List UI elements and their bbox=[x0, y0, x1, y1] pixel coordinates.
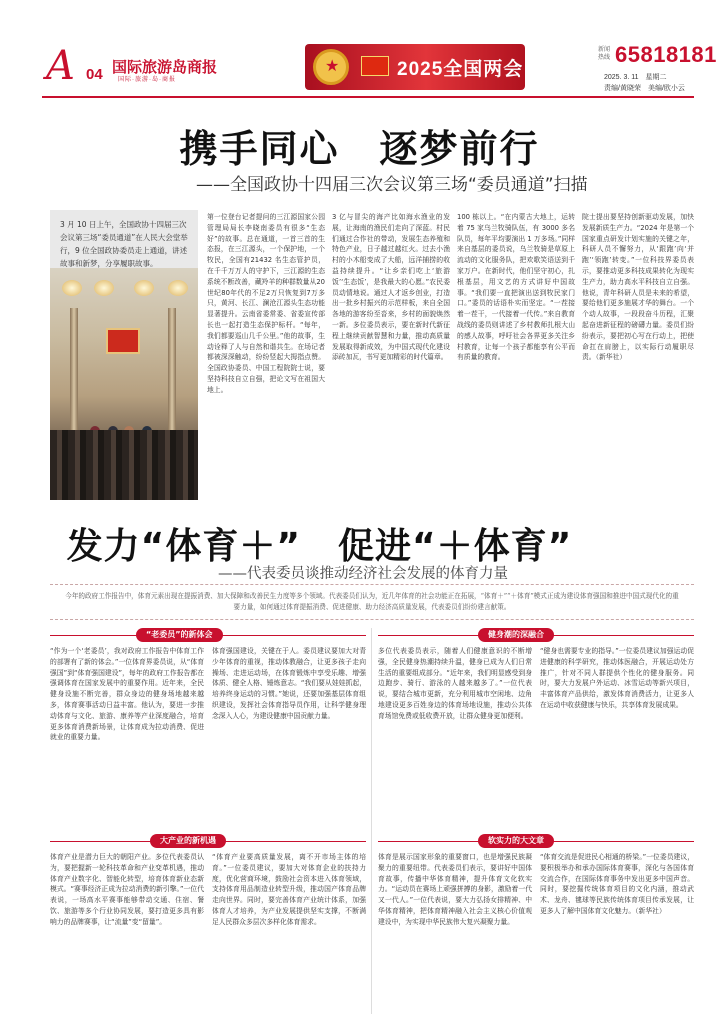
banner-title: 2025全国两会 bbox=[397, 59, 524, 80]
article1-column-4: 院士提出要坚持创新驱动发展，加快发展新质生产力。“2024 年是第一个国家重点研发计划实施的关键之年，科研人员不懈努力，从‘跟跑’向‘并跑’‘领跑’转变。”一位科技界委员表示，要推动更多科技成果转化为现实生产力，助力高水平科技自立自强。他说，青年科研人员是未来的希望，要给他们更多施展才华的舞台。一个个动人故事，一段段奋斗历程，汇聚起奋进新征程的磅礴力量。委员们纷纷表示，要把初心写在行动上，把使命扛在肩膀上，以实际行动履职尽责。（新华社） bbox=[582, 213, 694, 362]
section1-column-1: “作为一个‘老委员’，我对政府工作报告中体育工作的部署有了新的体会。”一位体育界委员说，从“体育强国”到“体育强国建设”，每年的政府工作报告都在强调体育在国家发展中的重要作用。近年来，全民健身设施不断完善，群众身边的健身场地越来越多，体育赛事活动日益丰富。他认为，要进一步推动体育与文化、旅游、康养等产业深度融合，培育更多体育消费新场景，让体育成为拉动消费、促进就业的重要力量。 bbox=[50, 647, 204, 742]
flag-icon bbox=[106, 328, 140, 354]
page-number: 04 bbox=[86, 66, 103, 83]
section-title: 大产业的新机遇 bbox=[150, 834, 226, 848]
column-divider bbox=[371, 628, 372, 1014]
paper-name: 国际旅游岛商报 bbox=[112, 59, 218, 76]
committee-passage-photo bbox=[50, 268, 198, 500]
editor-credits: 责编/黄晓荣 美编/欧小云 bbox=[604, 85, 685, 92]
section-header-old-member bbox=[50, 628, 366, 642]
issue-date: 2025. 3. 11 星期二 bbox=[604, 74, 667, 81]
section-header-soft-power bbox=[378, 834, 694, 848]
article2-subhead: ——代表委员谈推动经济社会发展的体育力量 bbox=[218, 566, 508, 582]
section4-column-2: “体育交流是促进民心相通的桥梁。”一位委员建议，要积极举办和承办国际体育赛事，深化与各国体育交流合作，在国际体育事务中发出更多中国声音。同时，要挖掘传统体育项目的文化内涵，推动武术、龙舟、毽球等民族传统体育项目传承发展，让更多人了解中国体育文化魅力。（新华社） bbox=[540, 853, 694, 915]
page-letter: A bbox=[46, 43, 75, 89]
article2-headline: 发力“体育＋” 促进“＋体育” bbox=[66, 526, 573, 567]
section4-column-1: 体育是展示国家形象的重要窗口，也是增强民族凝聚力的重要纽带。代表委员们表示，要讲好中国体育故事，传播中华体育精神，提升体育文化软实力。“运动员在赛场上顽强拼搏的身影，激励着一代又一代人。”一位代表说，要大力弘扬女排精神、中华体育精神，把体育精神融入社会主义核心价值观建设中，为实现中华民族伟大复兴凝聚力量。 bbox=[378, 853, 532, 926]
masthead bbox=[0, 0, 719, 100]
section-header-fitness bbox=[378, 628, 694, 642]
section1-column-2: 体育强国建设，关键在于人。委员建议要加大对青少年体育的重视，推动体教融合，让更多孩子走向操场、走进运动场，在体育锻炼中享受乐趣、增强体质、健全人格、锤炼意志。“我们要从娃娃抓起，培养终身运动的习惯。”她说，还要加强基层体育组织建设，发挥社会体育指导员作用，让科学健身理念深入人心，为建设健康中国贡献力量。 bbox=[212, 647, 366, 720]
section-header-industry bbox=[50, 834, 366, 848]
section2-column-1: 多位代表委员表示，随着人们健康意识的不断增强，全民健身热潮持续升温，健身已成为人们日常生活的重要组成部分。“近年来，我们明显感受到身边跑步、骑行、游泳的人越来越多了。”一位代表说，要结合城市更新，充分利用城市空闲地、边角地建设更多百姓身边的体育场地设施，推动公共体育场馆免费或低收费开放，让群众健身更加便利。 bbox=[378, 647, 532, 720]
article1-column-3: 100 栋以上。“在内蒙古大地上，运转着 75 家乌兰牧骑队伍，有 3000 多名队员，每年平均要演出 1 万多场。”同样来自基层的委员说，乌兰牧骑是草原上流动的文化服务队，把欢歌笑语送到千家万户。在新时代，他们坚守初心，扎根基层，用文艺的方式讲好中国故事。“我们要一直把演出送到牧民家门口。”委员的话语朴实而坚定。“一茬接着一茬干，一代接着一代传。”来自教育战线的委员则讲述了乡村教师扎根大山的感人故事，呼吁社会各界更多关注乡村教育，让每一个孩子都能享有公平而有质量的教育。 bbox=[457, 213, 575, 362]
article1-subhead: ——全国政协十四届三次会议第三场“委员通道”扫描 bbox=[196, 175, 588, 195]
section3-column-1: 体育产业是潜力巨大的朝阳产业。多位代表委员认为，要把握新一轮科技革命和产业变革机遇，推动体育产业数字化、智能化转型，培育体育新业态新模式。“赛事经济正成为拉动消费的新引擎。”一位代表说，一场高水平赛事能够带动交通、住宿、餐饮、旅游等多个行业协同发展，要打造更多具有影响力的品牌赛事，让“流量”变“留量”。 bbox=[50, 853, 204, 926]
two-sessions-banner bbox=[305, 44, 525, 90]
section-title: 健身潮的深融合 bbox=[478, 628, 554, 642]
paper-subtitle: 国际·旅游·岛·商报 bbox=[118, 77, 176, 83]
section2-column-2: “健身也需要专业的指导。”一位委员建议加强运动促进健康的科学研究，推动体医融合，开展运动处方推广，针对不同人群提供个性化的健身服务。同时，要大力发展户外运动、冰雪运动等新兴项目，丰富体育产品供给，激发体育消费活力，让更多人在运动中收获健康与快乐，共享体育发展成果。 bbox=[540, 647, 694, 709]
national-emblem-icon bbox=[313, 49, 349, 85]
masthead-rule bbox=[42, 96, 694, 98]
article1-column-1: 第一位登台记者提问的三江源国家公园管理局局长李晓南委员有很多“生态好”的故事。总在通道，一首三首的生态报，在三江源头，一个保护地，一个牧民，全国有21432 名生态管护员，在千千万万人的守护下，三江源的生态系统不断改善，藏羚羊的种群数量从20世纪80年代的不足2万只恢复到7万多只，黄河、长江、澜沧江源头生态功能显著提升。云南省委常委、省委宣传部长也一起打造生态保护标杆。“每年，我们都要巡山几千公里。”他的故事，生动诠释了人与自然和谐共生。在场记者都被深深触动，纷纷竖起大拇指点赞。全国政协委员、中国工程院院士说，要坚持科技自立自强，把论文写在祖国大地上。 bbox=[207, 213, 325, 394]
hotline-number: 65818181 bbox=[615, 42, 717, 67]
section-title: 软实力的大文章 bbox=[478, 834, 554, 848]
article1-headline: 携手同心 逐梦前行 bbox=[179, 127, 540, 171]
hotline-label: 新闻热线 bbox=[598, 47, 611, 61]
section-title: “老委员”的新体会 bbox=[136, 628, 223, 642]
section3-column-2: “体育产业要高质量发展，离不开市场主体的培育。”一位委员建议，要加大对体育企业的扶持力度，优化营商环境，鼓励社会资本进入体育领域，支持体育用品制造业转型升级，推动国产体育品牌走向世界。同时，要完善体育产业统计体系，加强体育人才培养，为产业发展提供坚实支撑，不断满足人民群众多层次多样化体育需求。 bbox=[212, 853, 366, 926]
flag-icon bbox=[361, 56, 389, 76]
photo-caption: 3 月 10 日上午，全国政协十四届三次会议第三场“委员通道”在人民大会堂举行，9 位全国政协委员走上通道，讲述故事和新梦，分享履职故事。 bbox=[50, 210, 198, 310]
article1-column-2: 3 亿与冒尖的海产比如海水渔业的发展，让海南的渔民们走向了深蓝。村民们通过合作社的带动，发展生态养殖和特色产业，日子越过越红火。过去小渔村的小木船变成了大船，远洋捕捞的收益持续提升。“让乡亲们吃上‘旅游饭’‘生态饭’，是我最大的心愿。”农民委员动情地说。通过人才返乡创业，打造出一批乡村振兴的示范样板，来自全国各地的游客纷至沓来，乡村的面貌焕然一新。多位委员表示，要在新时代新征程上继续贡献智慧和力量，推动高质量发展取得新成效，为中国式现代化建设添砖加瓦，书写更加精彩的时代篇章。 bbox=[332, 213, 450, 362]
article2-intro: 今年的政府工作报告中，体育元素出现在提振消费、加大保障和改善民生力度等多个领域。代表委员们认为，近几年体育的社会功能正在拓展，“体育＋”“＋体育”模式正成为建设体育强国和推进中国式现代化的重要力量，如何通过体育提振消费、促进健康、助力经济高质量发展，代表委员们纷纷建言献策。 bbox=[50, 584, 694, 620]
